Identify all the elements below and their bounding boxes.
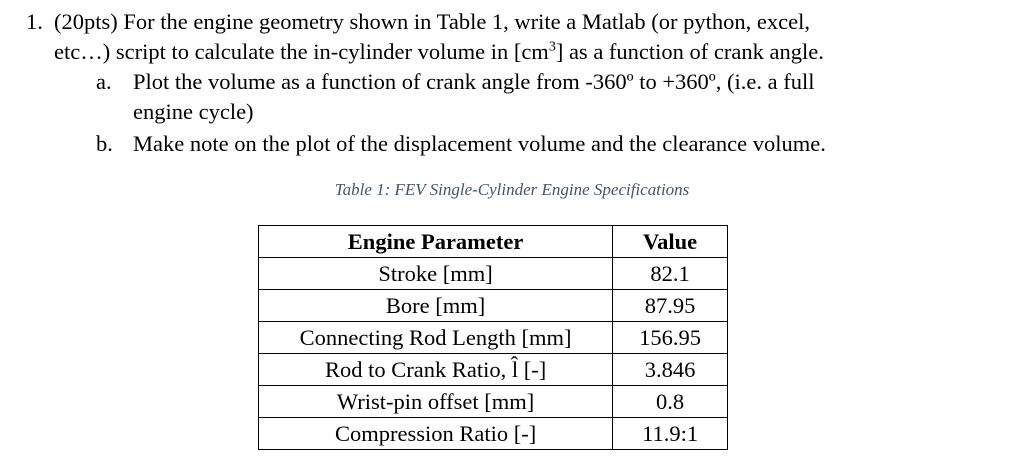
table-header-row (259, 226, 728, 258)
question-text-line-2 (54, 38, 824, 66)
table-row (259, 290, 728, 322)
superscript: 3 (548, 39, 556, 55)
row-value: 156.95 (613, 322, 728, 354)
part-a-label: a. (96, 69, 112, 94)
row-param: Rod to Crank Ratio, l̂ [-] (259, 354, 613, 386)
table-row (259, 386, 728, 418)
header-engine-parameter: Engine Parameter (259, 226, 613, 258)
table-row (259, 258, 728, 290)
row-param: Bore [mm] (259, 290, 613, 322)
question-text-line-1: (20pts) For the engine geometry shown in Table 1, write a Matlab (or python, excel, (54, 9, 810, 34)
row-value: 87.95 (613, 290, 728, 322)
table-row (259, 418, 728, 450)
table-row (259, 322, 728, 354)
part-a-line-1: Plot the volume as a function of crank angle from -360º to +360º, (i.e. a full (133, 69, 815, 94)
question-text-line-2-pre: etc…) script to calculate the in-cylinder volume in [cm (54, 39, 549, 64)
table-row (259, 354, 728, 386)
row-value: 82.1 (613, 258, 728, 290)
row-param: Connecting Rod Length [mm] (259, 322, 613, 354)
row-value: 3.846 (613, 354, 728, 386)
header-value: Value (613, 226, 728, 258)
part-a-line-2: engine cycle) (133, 99, 254, 124)
row-value: 11.9:1 (613, 418, 728, 450)
part-b-line-1: Make note on the plot of the displacement volume and the clearance volume. (133, 131, 826, 156)
table-caption: Table 1: FEV Single-Cylinder Engine Specifications (334, 180, 690, 199)
row-param: Wrist-pin offset [mm] (259, 386, 613, 418)
row-value: 0.8 (613, 386, 728, 418)
spec-table (258, 225, 728, 450)
row-param: Stroke [mm] (259, 258, 613, 290)
part-b-label: b. (96, 131, 113, 156)
question-text-line-2-post: ] as a function of crank angle. (555, 39, 824, 64)
question-number: 1. (26, 9, 43, 34)
row-param: Compression Ratio [-] (259, 418, 613, 450)
